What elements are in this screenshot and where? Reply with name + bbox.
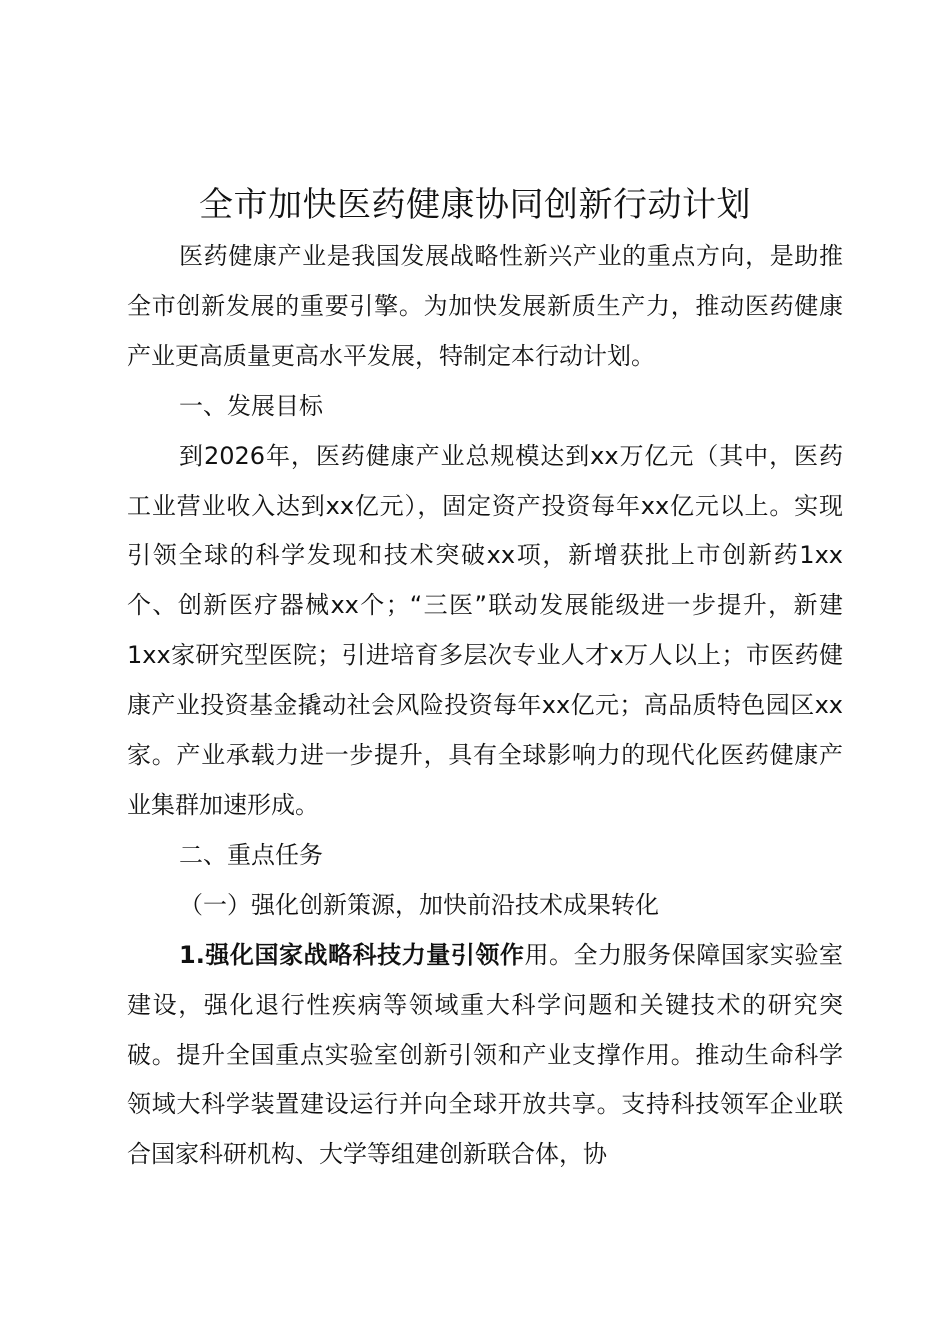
- task-item-1-lead: 1.强化国家战略科技力量引领作: [179, 940, 525, 969]
- document-body: [127, 232, 843, 1180]
- task-item-1-body: 用。全力服务保障国家实验室建设，强化退行性疾病等领域重大科学问题和关键技术的研究突破。提升全国重点实验室创新引领和产业支撑作用。推动生命科学领域大科学装置建设运行并向全球开放共享。支持科技领军企业联合国家科研机构、大学等组建创新联合体，协: [127, 940, 843, 1169]
- goals-paragraph: 到2026年，医药健康产业总规模达到xx万亿元（其中，医药工业营业收入达到xx亿元），固定资产投资每年xx亿元以上。实现引领全球的科学发现和技术突破xx项，新增获批上市创新药1xx个、创新医疗器械xx个；“三医”联动发展能级进一步提升，新建1xx家研究型医院；引进培育多层次专业人才x万人以上；市医药健康产业投资基金撬动社会风险投资每年xx亿元；高品质特色园区xx家。产业承载力进一步提升，具有全球影响力的现代化医药健康产业集群加速形成。: [127, 441, 843, 819]
- section-heading-tasks: 二、重点任务: [179, 840, 323, 869]
- subsection-heading-innovation: （一）强化创新策源，加快前沿技术成果转化: [179, 890, 659, 919]
- section-heading-goals: 一、发展目标: [179, 391, 323, 420]
- intro-paragraph: 医药健康产业是我国发展战略性新兴产业的重点方向，是助推全市创新发展的重要引擎。为加快发展新质生产力，推动医药健康产业更高质量更高水平发展，特制定本行动计划。: [127, 242, 843, 370]
- task-item-1: [127, 931, 843, 1181]
- document-title: 全市加快医药健康协同创新行动计划: [199, 185, 751, 225]
